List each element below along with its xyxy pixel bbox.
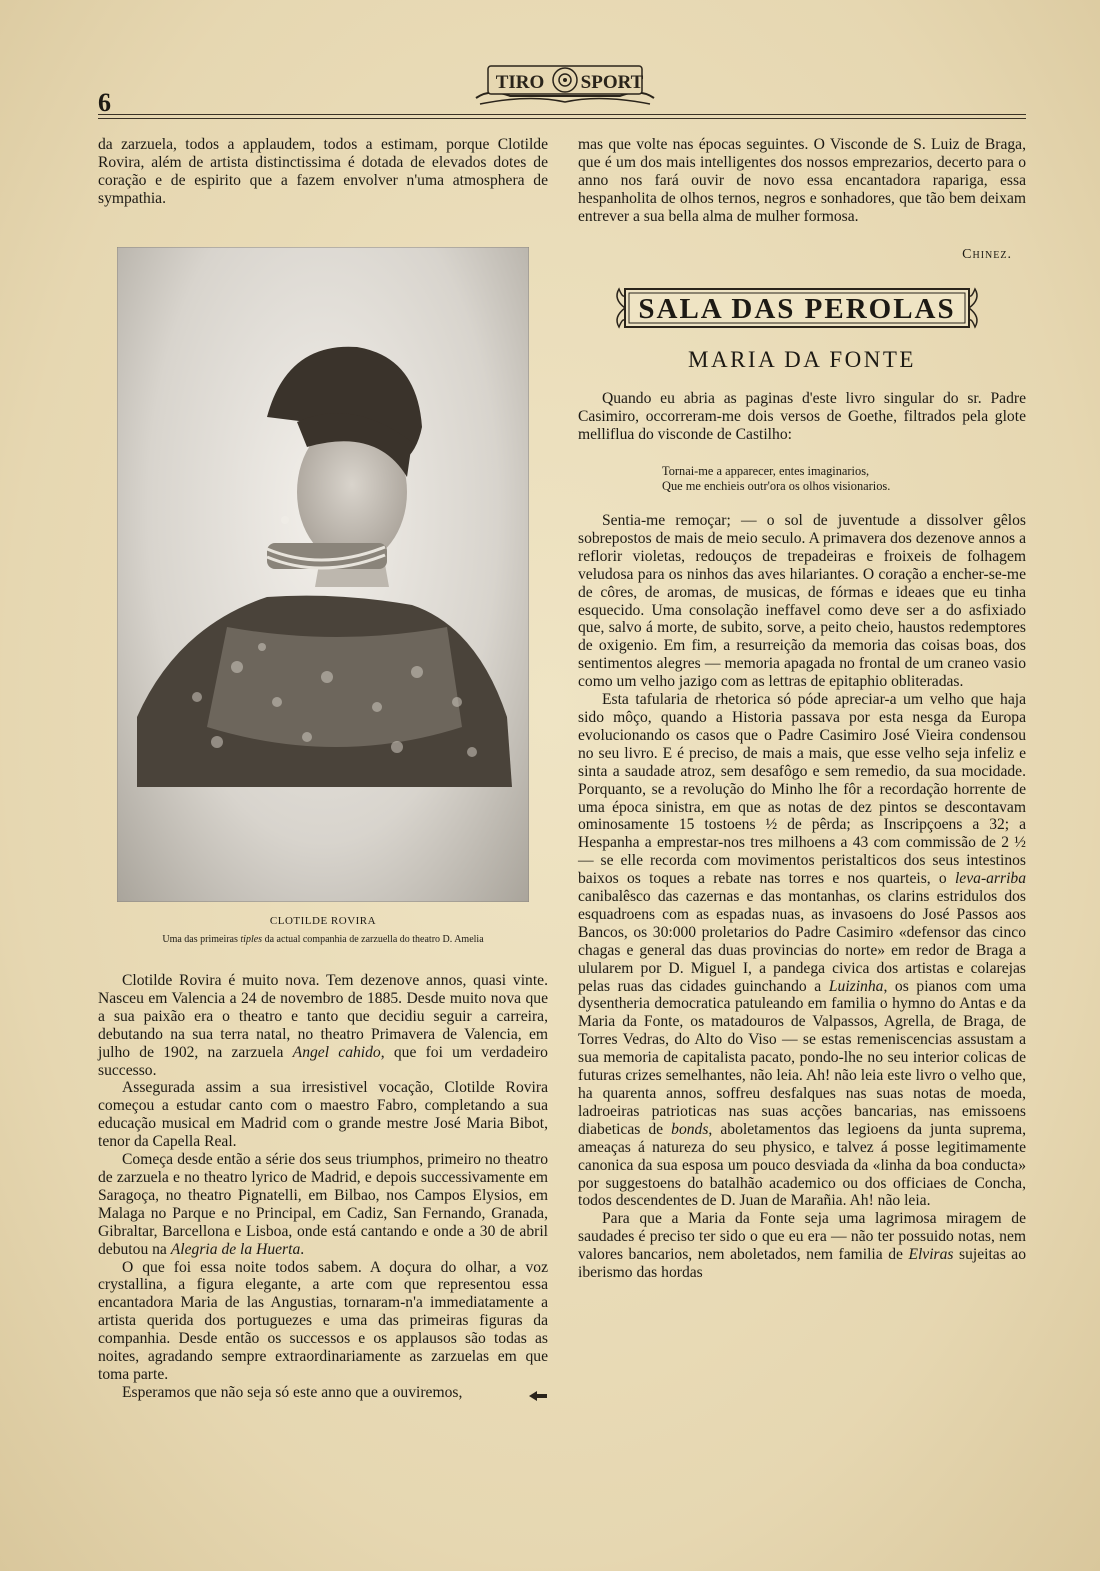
header-rule-bottom	[98, 118, 1026, 119]
text-run: , aboletamentos das legioens da junta suprema, ameaças á natureza do seu physico, e talvez á posse legitimamente canonica da sua esposa um pouco desviada da «linha da boa conducta» por suggestoens do batalhão academico ou dos officiaes de Concha, todos descendentes de D. Juan de Marañia. Ah! não leia.	[578, 1120, 1026, 1210]
left-paragraph-1: da zarzuela, todos a applaudem, todos a estimam, porque Clotilde Rovira, além de artista distinctissima é dotada de elevados dotes de coração e de espirito que a fazem envolver n'uma atmosphera de sympathia.	[98, 136, 548, 207]
text-run: .	[300, 1240, 305, 1258]
left-paragraph-6: Esperamos que não seja só este anno que a ouviremos,	[122, 1383, 463, 1401]
section-banner	[611, 285, 983, 331]
right-paragraph-3: Sentia-me remoçar; — o sol de juventude a dissolver gêlos sobrepostos de mais de meio seculo. A primavera dos dezenove annos a reflorir violetas, redouços de trepadeiras e froixeis de folhagem veludosa para os ninhos das aves hilariantes. O coração a encher-se-me de côres, de aromas, de musicas, de fórmas e ideaes que eu tinha esquecido. Uma consolação ineffavel como deve ser a do asfixiado que, salvo á morte, de subito, sorve, a peito cheio, haustos redemptores de oxigenio. Em fim, a resurreição da memoria das coisas boas, dos sentimentos alegres — memoria apagada no frontal de um craneo vasio como um velho jazigo com as lettras de epitaphio obliteradas.	[578, 512, 1026, 691]
text-run: Esta tafularia de rhetorica só póde apreciar-a um velho que haja sido môço, quando a Historia passava por esta nesga da Europa evolucionando os casos que o Padre Casimiro José Vieira condensou no seu livro. E é preciso, de mais a mais, que esse velho seja infeliz e sinta a saudade atroz, sem desafôgo e sem remedio, da sua mocidade. Porquanto, se a revolução do Minho lhe fôr a recordação horrente de uma época sinistra, em que as notas de dez pintos se descontavam ominosamente 15 tostoens ½ de pêrda; as Inscripçoens a 32; a Hespanha a emprestar-nos tres milhoens a 43 com commissão de 2 ½ — se elle recorda com movimentos peristalticos dos seus intestinos baixos os toques a rebate nas torres e nos quarteis, o	[578, 691, 1026, 888]
portrait-photo	[117, 247, 529, 902]
text-run: , os pianos com uma dysentheria democratica patuleando em familia o hymno do Antas e da Maria da Fonte, os matadouros de Valpassos, Agrella, de Braga, de Torres Vedras, do Alto do Viso — se estas remeniscencias assustam a sua memoria de capitalista pacato, pondo-lhe no seu interior colicas de futuras crizes semelhantes, não leia. Ah! não leia este livro o velho que, ha quarenta annos, soffreu desfalques nas suas notas de moeda, ladroeiras patrioticas nas suas acções bancarias, nas emissoens diabeticas de	[578, 977, 1027, 1138]
emphasis-run: bonds	[671, 1120, 709, 1138]
text-run: Clotilde Rovira é muito nova. Tem dezenove annos, quasi vinte. Nasceu em Valencia a 24 de novembro de 1885. Desde muito nova que a sua paixão era o theatro e tanto que decidiu seguir a carreira, debutando na sua terra natal, no theatro Primavera de Valencia, em julho de 1902, na zarzuela	[98, 972, 548, 1061]
left-column-article	[98, 972, 548, 1402]
portrait-caption-title: CLOTILDE ROVIRA	[269, 915, 377, 927]
right-paragraph-4	[578, 691, 1026, 1210]
author-signature: Chinez.	[962, 247, 1012, 262]
text-run: , que foi um verdadeiro successo.	[98, 1043, 548, 1079]
emphasis-run: Luizinha	[828, 977, 884, 995]
text-run: Começa desde então a série dos seus triumphos, primeiro no theatro de zarzuela e no theatro lyrico de Madrid, e depois successivamente em Saragoça, no theatro Pignatelli, em Bilbao, nos Campos Elysios, em Malaga no Parque e no Principal, em Cadiz, San Fernando, Granada, Gibraltar, Barcellona e Lisboa, onde está cantando e onde a 30 de abril debutou na	[98, 1151, 548, 1258]
left-column-intro	[98, 136, 548, 208]
emphasis-run: leva-arriba	[954, 870, 1026, 888]
right-paragraph-1: mas que volte nas épocas seguintes. O Visconde de S. Luiz de Braga, que é um dos mais intelligentes dos nossos emprezarios, decerto para o anno nos fará ouvir de novo essa encantadora rapariga, essa hespanholita de olhos ternos, negros e sonhadores, que tão bem deixam entrever a sua bella alma de mulher formosa.	[578, 136, 1026, 225]
caption-text: da actual companhia de zarzuella do theatro D. Amelia	[262, 934, 484, 945]
left-paragraph-5: O que foi essa noite todos sabem. A doçura do olhar, a voz crystallina, a figura elegante, a arte com que representou essa encantadora Maria de las Angustias, tornaram-n'a immediatamente a artista querida dos portuguezes e uma das primeiras figuras da companhia. Desde então os successos e os applausos são todas as noites, agradando sempre extraordinariamente as zarzuelas em que toma parte.	[98, 1258, 548, 1383]
text-run: sujeitas ao iberismo das hordas	[578, 1246, 1027, 1282]
header-rule-top	[98, 114, 1026, 115]
quoted-verse	[662, 464, 1022, 494]
text-run: canibalêsco das cazernas e das montanhas, os clarins estridulos dos esquadroens com as espadas nuas, as invasoens do José Passos aos Bancos, os 30:000 proletarios do Padre Casimiro «defensor das cinco chagas e general das duas provincias do norte» em redor de Braga a ulularem por D. Miguel I, a pandega civica dos artistas e colarejas pelas ruas das cidades guinchando a	[578, 888, 1026, 995]
caption-text: Uma das primeiras	[162, 934, 241, 945]
caption-emphasis: tiples	[240, 934, 263, 945]
svg-text:TIRO: TIRO	[495, 72, 545, 93]
left-paragraph-4	[98, 1151, 548, 1258]
pointing-hand-icon	[528, 1388, 548, 1402]
text-run: Para que a Maria da Fonte seja uma lagrimosa miragem de saudades é preciso ter sido o que eu era — não ter possuido notas, nem valores bancarios, nem aboletados, nem familia de	[578, 1210, 1026, 1264]
page-number: 6	[98, 88, 111, 117]
svg-text:SPORT: SPORT	[580, 72, 644, 93]
left-paragraph-2	[98, 972, 548, 1079]
right-column-intro	[578, 136, 1026, 226]
masthead-logo	[470, 58, 660, 110]
right-paragraph-5	[578, 1210, 1026, 1282]
portrait-illustration	[117, 247, 529, 902]
right-column-article	[578, 512, 1026, 1282]
right-paragraph-2: Quando eu abria as paginas d'este livro singular do sr. Padre Casimiro, occorreram-me dois versos de Goethe, filtrados pela glote melliflua do visconde de Castilho:	[578, 390, 1026, 443]
right-column-opening	[578, 390, 1026, 444]
emphasis-run: Alegria de la Huerta	[170, 1240, 301, 1258]
emphasis-run: Elviras	[908, 1246, 954, 1264]
left-paragraph-3: Assegurada assim a sua irresistivel vocação, Clotilde Rovira começou a estudar canto com o maestro Fabro, completando a sua educação musical em Madrid com o grande mestre José Maria Bibot, tenor da Capella Real.	[98, 1079, 548, 1151]
verse-line-1: Tornai-me a apparecer, entes imaginarios,	[662, 464, 870, 478]
section-banner-text: SALA DAS PEROLAS	[638, 293, 956, 325]
verse-line-2: Que me enchieis outr'ora os olhos visionarios.	[662, 479, 891, 493]
emphasis-run: Angel cahido	[292, 1043, 381, 1061]
portrait-caption-subtitle	[98, 934, 548, 945]
article-title: MARIA DA FONTE	[688, 347, 916, 372]
